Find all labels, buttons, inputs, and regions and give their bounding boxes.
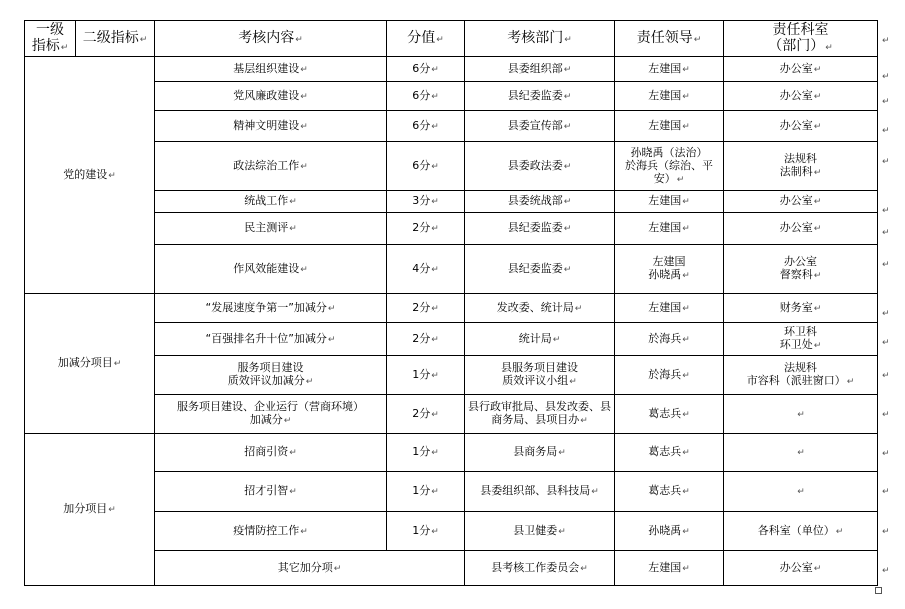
cell-end-mark: ↵	[552, 334, 561, 345]
cell-end-mark: ↵	[300, 264, 308, 275]
cell-end-mark: ↵	[813, 168, 822, 178]
leader-cell	[615, 82, 724, 111]
row-end-mark: ↵	[882, 309, 890, 319]
content-cell-text: 其它加分项	[277, 560, 333, 574]
leader-cell-text: 左建国	[648, 118, 682, 132]
group-label-text: 党的建设	[63, 167, 108, 181]
leader-cell-text: 於海兵	[648, 331, 682, 345]
cell-end-mark: ↵	[431, 224, 439, 234]
office-cell-text: 法规科 法制科	[779, 152, 817, 178]
score-cell	[387, 57, 465, 82]
cell-end-mark: ↵	[563, 264, 572, 275]
office-cell-text: 办公室	[779, 221, 813, 234]
cell-end-mark: ↵	[835, 526, 844, 537]
office-cell	[724, 395, 878, 434]
content-cell-text: 疫情防控工作	[233, 523, 300, 537]
cell-end-mark: ↵	[289, 448, 297, 458]
leader-cell-text: 孙晓禹（法治） 於海兵（综治、平安）	[625, 145, 713, 185]
cell-end-mark: ↵	[676, 174, 685, 185]
cell-end-mark: ↵	[563, 91, 572, 102]
content-cell	[155, 57, 387, 82]
table-row	[25, 57, 878, 82]
header-office: 责任科室 （部门）↵	[724, 21, 878, 57]
score-cell	[387, 323, 465, 356]
dept-cell	[465, 82, 615, 111]
cell-end-mark: ↵	[813, 271, 822, 281]
cell-end-mark: ↵	[569, 377, 577, 387]
office-cell-text: 环卫科 环卫处	[779, 325, 817, 351]
cell-end-mark: ↵	[563, 64, 572, 75]
cell-end-mark: ↵	[431, 161, 439, 172]
header-level2: 二级指标↵	[76, 21, 155, 57]
office-cell	[724, 512, 878, 551]
score-cell-text: 6分	[412, 158, 431, 172]
row-end-mark: ↵	[882, 371, 890, 381]
cell-end-mark: ↵	[289, 224, 297, 234]
cell-end-mark: ↵	[813, 121, 822, 132]
content-cell-text: 作风效能建设	[233, 261, 300, 275]
leader-cell	[615, 191, 724, 213]
leader-cell	[615, 111, 724, 142]
dept-cell-text: 县委统战部	[507, 194, 563, 207]
cell-end-mark: ↵	[591, 487, 599, 497]
dept-cell-text: 统计局	[518, 331, 552, 345]
group-label-text: 加分项目	[63, 502, 108, 515]
header-content: 考核内容↵	[155, 21, 387, 57]
office-cell-text: 办公室	[779, 88, 813, 102]
leader-cell-text: 左建国	[648, 300, 682, 314]
content-cell-text: 服务项目建设、企业运行（营商环境） 加减分	[177, 400, 364, 426]
cell-end-mark: ↵	[431, 526, 439, 537]
cell-end-mark: ↵	[113, 359, 122, 369]
cell-end-mark: ↵	[431, 121, 439, 132]
office-cell-text: 各科室（单位）	[757, 523, 835, 537]
cell-end-mark: ↵	[431, 334, 439, 345]
office-cell-text: 办公室	[779, 560, 813, 574]
cell-end-mark: ↵	[682, 334, 690, 345]
dept-cell-text: 县委组织部	[507, 61, 563, 75]
cell-end-mark: ↵	[797, 487, 805, 497]
leader-cell	[615, 434, 724, 472]
cell-end-mark: ↵	[682, 197, 690, 207]
cell-end-mark: ↵	[431, 264, 439, 275]
leader-cell-text: 左建国	[648, 221, 682, 234]
content-cell	[155, 111, 387, 142]
leader-cell	[615, 294, 724, 323]
leader-cell-text: 左建国	[648, 194, 682, 207]
cell-end-mark: ↵	[682, 91, 690, 102]
score-cell-text: 6分	[412, 61, 431, 75]
cell-end-mark: ↵	[682, 448, 690, 458]
score-cell	[387, 191, 465, 213]
header-level1: 一级 指标↵	[25, 21, 76, 57]
cell-end-mark: ↵	[327, 334, 336, 345]
cell-end-mark: ↵	[563, 121, 572, 132]
office-cell	[724, 245, 878, 294]
score-cell	[387, 294, 465, 323]
cell-end-mark: ↵	[797, 448, 805, 458]
cell-end-mark: ↵	[431, 448, 439, 458]
dept-cell-text: 县纪委监委	[507, 261, 563, 275]
row-end-mark: ↵	[882, 449, 890, 459]
cell-end-mark: ↵	[300, 121, 308, 132]
score-cell-text: 2分	[412, 406, 431, 420]
leader-cell	[615, 142, 724, 191]
cell-end-mark: ↵	[300, 526, 308, 537]
cell-end-mark: ↵	[327, 303, 336, 314]
row-end-mark: ↵	[882, 97, 890, 107]
dept-cell-text: 县商务局	[513, 445, 558, 458]
score-cell	[387, 512, 465, 551]
leader-cell	[615, 551, 724, 586]
leader-cell	[615, 213, 724, 245]
row-end-mark: ↵	[882, 566, 890, 576]
office-cell	[724, 213, 878, 245]
office-cell	[724, 356, 878, 395]
score-cell-text: 2分	[412, 221, 431, 234]
table-row	[25, 294, 878, 323]
cell-end-mark: ↵	[682, 224, 690, 234]
leader-cell-text: 於海兵	[648, 367, 682, 381]
score-cell	[387, 395, 465, 434]
office-cell	[724, 142, 878, 191]
cell-end-mark: ↵	[813, 64, 822, 75]
dept-cell	[465, 472, 615, 512]
cell-end-mark: ↵	[563, 224, 572, 234]
leader-cell-text: 左建国 孙晓禹	[648, 255, 686, 281]
score-cell-text: 4分	[412, 261, 431, 275]
cell-end-mark: ↵	[813, 197, 822, 207]
dept-cell-text: 县考核工作委员会	[491, 560, 580, 574]
office-cell-text: 办公室	[779, 194, 813, 207]
score-cell	[387, 111, 465, 142]
cell-end-mark: ↵	[797, 409, 805, 420]
dept-cell	[465, 245, 615, 294]
header-dept: 考核部门↵	[465, 21, 615, 57]
cell-end-mark: ↵	[682, 64, 690, 75]
cell-end-mark: ↵	[431, 409, 439, 420]
score-cell	[387, 434, 465, 472]
office-cell	[724, 323, 878, 356]
paragraph-marks	[882, 20, 902, 600]
score-cell	[387, 245, 465, 294]
office-cell-text: 办公室	[779, 61, 813, 75]
cell-end-mark: ↵	[813, 224, 822, 234]
leader-cell-text: 葛志兵	[648, 445, 682, 458]
content-cell-text: 民主测评	[244, 221, 289, 234]
cell-end-mark: ↵	[813, 563, 822, 574]
table-resize-handle[interactable]	[875, 587, 882, 594]
leader-cell	[615, 395, 724, 434]
content-cell	[155, 245, 387, 294]
dept-cell	[465, 395, 615, 434]
office-cell	[724, 551, 878, 586]
office-cell-text: 财务室	[779, 300, 813, 314]
content-cell	[155, 191, 387, 213]
office-cell	[724, 82, 878, 111]
cell-end-mark: ↵	[682, 271, 690, 281]
leader-cell	[615, 245, 724, 294]
row-end-mark: ↵	[882, 260, 890, 270]
content-cell-text: 统战工作	[244, 194, 289, 207]
group-label-text: 加减分项目	[57, 356, 113, 369]
score-cell-text: 1分	[412, 445, 431, 458]
cell-end-mark: ↵	[289, 487, 297, 497]
header-score: 分值↵	[387, 21, 465, 57]
score-cell-text: 1分	[412, 523, 431, 537]
dept-cell-text: 县委政法委	[507, 158, 563, 172]
row-end-mark: ↵	[882, 206, 890, 216]
cell-end-mark: ↵	[846, 377, 855, 387]
dept-cell	[465, 213, 615, 245]
dept-cell	[465, 512, 615, 551]
score-cell-text: 6分	[412, 118, 431, 132]
cell-end-mark: ↵	[108, 505, 116, 515]
score-cell	[387, 142, 465, 191]
leader-cell-text: 葛志兵	[648, 406, 682, 420]
office-cell	[724, 111, 878, 142]
leader-cell-text: 葛志兵	[648, 484, 682, 497]
leader-cell	[615, 57, 724, 82]
cell-end-mark: ↵	[289, 197, 297, 207]
cell-end-mark: ↵	[431, 303, 439, 314]
leader-cell	[615, 512, 724, 551]
dept-cell	[465, 323, 615, 356]
dept-cell	[465, 111, 615, 142]
office-cell	[724, 57, 878, 82]
dept-cell	[465, 356, 615, 395]
content-cell	[155, 213, 387, 245]
leader-cell-text: 孙晓禹	[648, 523, 682, 537]
cell-end-mark: ↵	[305, 377, 314, 387]
score-cell	[387, 472, 465, 512]
cell-end-mark: ↵	[431, 64, 439, 75]
content-cell	[155, 395, 387, 434]
dept-cell-text: 县服务项目建设 质效评议小组	[501, 361, 578, 387]
office-cell-text: 办公室 督察科	[779, 255, 817, 281]
leader-cell	[615, 472, 724, 512]
dept-cell-text: 县委组织部、县科技局	[480, 484, 591, 497]
content-cell	[155, 82, 387, 111]
leader-cell	[615, 356, 724, 395]
dept-cell	[465, 551, 615, 586]
content-cell-text: 服务项目建设 质效评议加减分	[227, 361, 305, 387]
cell-end-mark: ↵	[563, 161, 572, 172]
content-cell	[155, 551, 465, 586]
content-cell-text: 招才引智	[244, 484, 289, 497]
leader-cell-text: 左建国	[648, 560, 682, 574]
cell-end-mark: ↵	[580, 416, 588, 426]
content-cell	[155, 472, 387, 512]
content-cell	[155, 434, 387, 472]
content-cell	[155, 356, 387, 395]
office-cell	[724, 191, 878, 213]
content-cell-text: “百强排名升十位”加减分	[205, 331, 327, 345]
row-end-mark: ↵	[882, 338, 890, 348]
cell-end-mark: ↵	[682, 563, 690, 574]
cell-end-mark: ↵	[283, 416, 292, 426]
dept-cell-text: 发改委、统计局	[496, 300, 574, 314]
office-cell-text: 法规科 市容科（派驻窗口）	[746, 361, 846, 387]
office-cell	[724, 294, 878, 323]
content-cell	[155, 142, 387, 191]
cell-end-mark: ↵	[300, 161, 308, 172]
group-label	[25, 434, 155, 586]
leader-cell-text: 左建国	[648, 61, 682, 75]
content-cell	[155, 323, 387, 356]
header-leader: 责任领导↵	[615, 21, 724, 57]
header-row	[25, 21, 878, 57]
cell-end-mark: ↵	[563, 197, 572, 207]
cell-end-mark: ↵	[558, 448, 566, 458]
score-cell-text: 2分	[412, 331, 431, 345]
content-cell	[155, 512, 387, 551]
content-cell	[155, 294, 387, 323]
score-cell-text: 3分	[412, 194, 431, 207]
score-cell	[387, 213, 465, 245]
cell-end-mark: ↵	[333, 563, 342, 574]
dept-cell-text: 县行政审批局、县发改委、县商务局、县项目办	[468, 400, 611, 426]
cell-end-mark: ↵	[574, 303, 583, 314]
dept-cell	[465, 294, 615, 323]
table-row	[25, 434, 878, 472]
cell-end-mark: ↵	[300, 64, 308, 75]
cell-end-mark: ↵	[813, 91, 822, 102]
cell-end-mark: ↵	[682, 487, 690, 497]
cell-end-mark: ↵	[682, 370, 690, 381]
cell-end-mark: ↵	[813, 303, 822, 314]
dept-cell-text: 县卫健委	[513, 523, 558, 537]
group-label	[25, 57, 155, 294]
score-cell-text: 1分	[412, 367, 431, 381]
row-end-mark: ↵	[882, 126, 890, 136]
row-end-mark: ↵	[882, 72, 890, 82]
cell-end-mark: ↵	[682, 303, 690, 314]
cell-end-mark: ↵	[682, 121, 690, 132]
content-cell-text: 招商引资	[244, 445, 289, 458]
cell-end-mark: ↵	[558, 526, 566, 537]
content-cell-text: 精神文明建设	[233, 118, 300, 132]
dept-cell	[465, 142, 615, 191]
cell-end-mark: ↵	[813, 341, 822, 351]
dept-cell-text: 县纪委监委	[507, 221, 563, 234]
group-label	[25, 294, 155, 434]
cell-end-mark: ↵	[300, 91, 308, 102]
row-end-mark: ↵	[882, 36, 890, 46]
score-cell-text: 6分	[412, 88, 431, 102]
content-cell-text: “发展速度争第一”加减分	[205, 300, 327, 314]
leader-cell	[615, 323, 724, 356]
cell-end-mark: ↵	[431, 370, 439, 381]
dept-cell	[465, 434, 615, 472]
office-cell-text: 办公室	[779, 118, 813, 132]
assessment-table	[24, 20, 878, 586]
score-cell-text: 1分	[412, 484, 431, 497]
content-cell-text: 政法综治工作	[233, 158, 300, 172]
dept-cell	[465, 57, 615, 82]
row-end-mark: ↵	[882, 527, 890, 537]
content-cell-text: 基层组织建设	[233, 61, 300, 75]
row-end-mark: ↵	[882, 410, 890, 420]
cell-end-mark: ↵	[580, 563, 588, 574]
dept-cell-text: 县委宣传部	[507, 118, 563, 132]
dept-cell-text: 县纪委监委	[507, 88, 563, 102]
score-cell-text: 2分	[412, 300, 431, 314]
cell-end-mark: ↵	[682, 526, 690, 537]
leader-cell-text: 左建国	[648, 88, 682, 102]
content-cell-text: 党风廉政建设	[233, 88, 300, 102]
row-end-mark: ↵	[882, 228, 890, 238]
cell-end-mark: ↵	[682, 409, 690, 420]
row-end-mark: ↵	[882, 157, 890, 167]
office-cell	[724, 434, 878, 472]
dept-cell	[465, 191, 615, 213]
row-end-mark: ↵	[882, 487, 890, 497]
office-cell	[724, 472, 878, 512]
cell-end-mark: ↵	[431, 91, 439, 102]
score-cell	[387, 356, 465, 395]
score-cell	[387, 82, 465, 111]
cell-end-mark: ↵	[431, 487, 439, 497]
cell-end-mark: ↵	[431, 197, 439, 207]
cell-end-mark: ↵	[108, 170, 116, 181]
